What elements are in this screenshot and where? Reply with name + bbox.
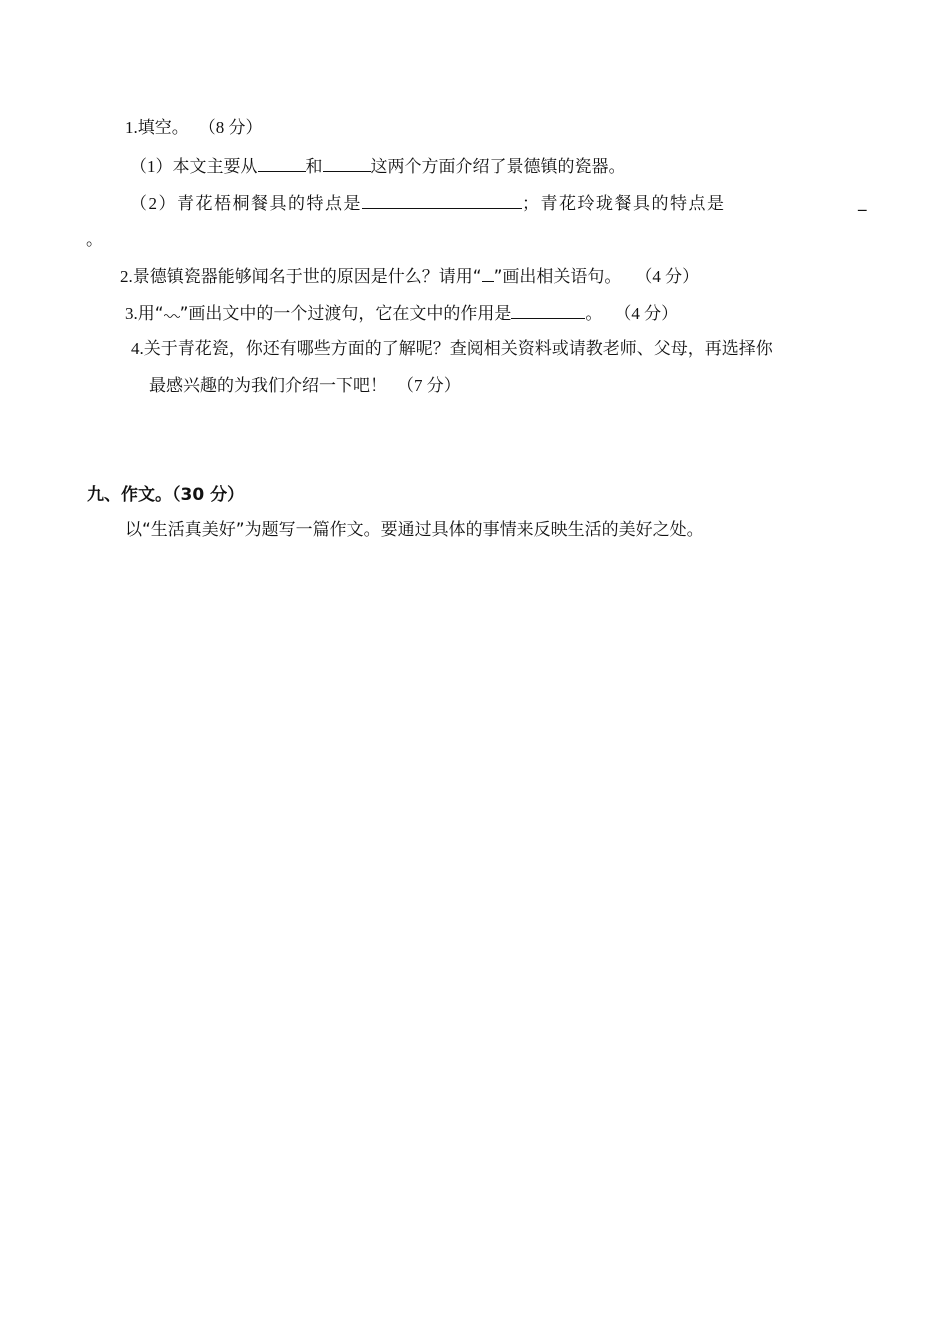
question-1-sub-1-number: （1） — [130, 157, 173, 176]
section-9-heading-line — [87, 483, 244, 507]
fill-blank[interactable] — [362, 190, 522, 209]
question-1-sub-1-text-c: 这两个方面介绍了景德镇的瓷器。 — [370, 157, 626, 177]
fill-blank[interactable] — [258, 153, 306, 172]
section-9-prompt: 以“生活真美好”为题写一篇作文。要通过具体的事情来反映生活的美好之处。 — [125, 520, 704, 540]
question-2-text-b: ”画出相关语句。 — [493, 267, 622, 287]
question-3-text-b: ”画出文中的一个过渡句，它在文中的作用是 — [179, 304, 512, 324]
wavy-underline-icon — [164, 311, 180, 319]
question-1-title: 填空。 — [137, 118, 189, 138]
question-4-score: （7 分） — [397, 376, 461, 395]
question-3-number: 3. — [125, 304, 138, 323]
question-4-number: 4. — [131, 339, 144, 358]
question-1-sub-2-number: （2） — [130, 194, 177, 213]
question-4-text-line-1: 关于青花瓷，你还有哪些方面的了解呢？查阅相关资料或请教老师、父母，再选择你 — [143, 339, 773, 359]
question-3-text-c: 。 — [585, 304, 603, 324]
question-1-sub-2-trail-mark: _ — [858, 192, 867, 212]
question-3 — [125, 300, 678, 326]
fill-blank[interactable] — [511, 300, 585, 319]
question-1-sub-2-end: 。 — [86, 230, 103, 250]
question-3-score: （4 分） — [614, 304, 679, 323]
question-1-sub-2-text-a: 青花梧桐餐具的特点是 — [177, 194, 362, 214]
question-1-sub-1 — [130, 153, 626, 179]
question-2-number: 2. — [120, 267, 133, 286]
section-9-heading: 九、作文。 — [87, 485, 172, 505]
question-4-line-1 — [131, 337, 773, 361]
question-1-sub-2-text-b: ；青花玲珑餐具的特点是 — [522, 194, 726, 214]
question-3-text-a: 用“ — [137, 304, 164, 324]
question-4-line-2 — [149, 374, 461, 398]
question-2-text-a: 景德镇瓷器能够闻名于世的原因是什么？请用“ — [132, 267, 482, 287]
question-1-title-line — [125, 116, 263, 140]
question-1-number: 1. — [125, 118, 138, 137]
fill-blank[interactable] — [323, 153, 371, 172]
straight-underline-sample — [482, 263, 494, 282]
question-1-sub-1-text-a: 本文主要从 — [172, 157, 258, 177]
question-2-score: （4 分） — [635, 267, 700, 286]
question-4-text-line-2: 最感兴趣的为我们介绍一下吧！ — [149, 376, 387, 396]
question-2 — [120, 263, 699, 289]
question-1-score: （8 分） — [198, 118, 263, 137]
question-1-sub-2 — [130, 190, 726, 216]
question-1-sub-1-text-b: 和 — [305, 157, 323, 177]
section-9-score: （30 分） — [172, 485, 245, 505]
